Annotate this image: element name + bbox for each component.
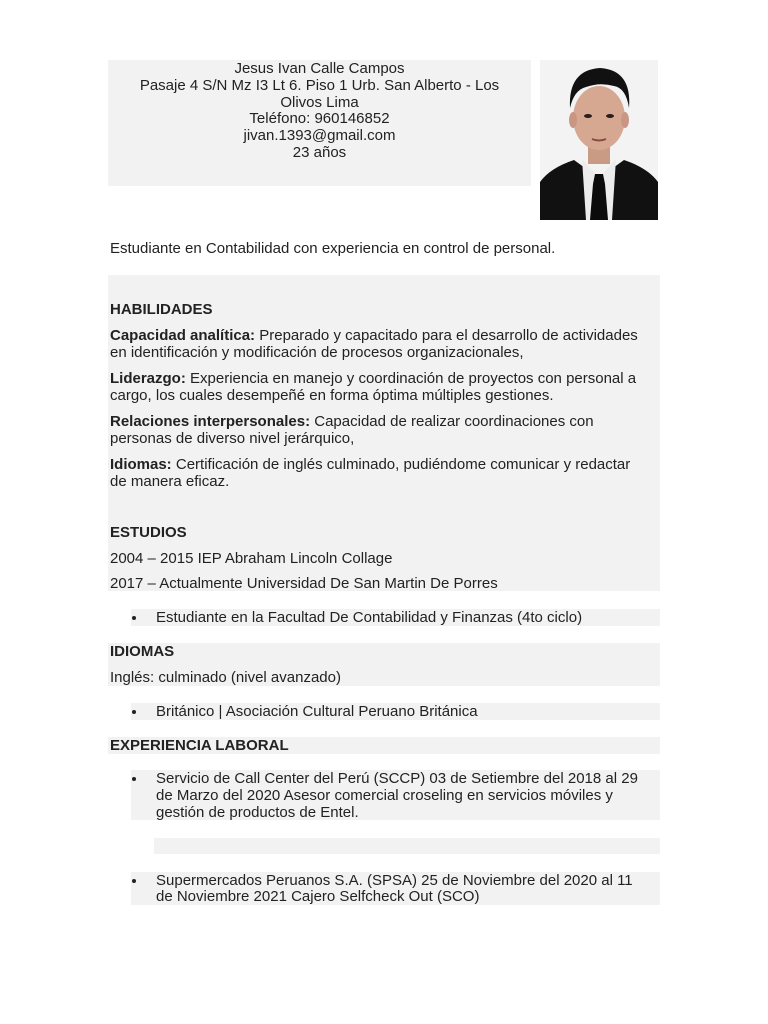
age: 23 años bbox=[292, 144, 347, 161]
job-2-line: de Noviembre 2021 Cajero Selfcheck Out (SCO) bbox=[156, 888, 480, 905]
portrait-photo bbox=[540, 60, 658, 220]
address-line-1: Pasaje 4 S/N Mz I3 Lt 6. Piso 1 Urb. San Alberto - Los bbox=[139, 77, 500, 94]
skill-relations-line1 bbox=[110, 413, 594, 430]
skills-heading: HABILIDADES bbox=[110, 301, 213, 318]
skill-label: Idiomas: bbox=[110, 456, 172, 473]
phone: Teléfono: 960146852 bbox=[249, 110, 390, 127]
skill-leadership-line2: cargo, los cuales desempeñé en forma óptima múltiples gestiones. bbox=[110, 387, 554, 404]
studies-line: 2017 – Actualmente Universidad De San Martin De Porres bbox=[110, 575, 498, 592]
skill-languages-line2: de manera eficaz. bbox=[110, 473, 230, 490]
empty-bullet-bg bbox=[154, 838, 660, 854]
address-line-2: Olivos Lima bbox=[280, 94, 359, 111]
languages-heading: IDIOMAS bbox=[110, 643, 175, 660]
job-1-line: gestión de productos de Entel. bbox=[156, 804, 359, 821]
languages-bullet: Británico | Asociación Cultural Peruano Británica bbox=[156, 703, 478, 720]
job-1-line: Servicio de Call Center del Perú (SCCP) 03 de Setiembre del 2018 al 29 bbox=[156, 770, 638, 787]
skill-relations-line2: personas de diverso nivel jerárquico, bbox=[110, 430, 355, 447]
skill-label: Capacidad analítica: bbox=[110, 327, 256, 344]
bullet-icon bbox=[132, 710, 136, 714]
skill-analytical-line2: en identificación y modificación de procesos organizacionales, bbox=[110, 344, 524, 361]
skill-text: Capacidad de realizar coordinaciones con bbox=[310, 413, 594, 430]
job-1-line: de Marzo del 2020 Asesor comercial croseling en servicios móviles y bbox=[156, 787, 613, 804]
studies-line: 2004 – 2015 IEP Abraham Lincoln Collage bbox=[110, 550, 393, 567]
studies-bullet: Estudiante en la Facultad De Contabilidad y Finanzas (4to ciclo) bbox=[156, 609, 583, 626]
experience-heading: EXPERIENCIA LABORAL bbox=[110, 737, 289, 754]
candidate-name: Jesus Ivan Calle Campos bbox=[234, 60, 405, 77]
summary: Estudiante en Contabilidad con experiencia en control de personal. bbox=[110, 240, 556, 257]
email: jivan.1393@gmail.com bbox=[243, 127, 396, 144]
studies-heading: ESTUDIOS bbox=[110, 524, 187, 541]
skill-languages-line1 bbox=[110, 456, 630, 473]
skill-text: Experiencia en manejo y coordinación de proyectos con personal a bbox=[185, 370, 637, 387]
skill-label: Relaciones interpersonales: bbox=[110, 413, 311, 430]
bullet-icon bbox=[132, 616, 136, 620]
bullet-icon bbox=[132, 879, 136, 883]
bullet-icon bbox=[132, 777, 136, 781]
skill-text: Certificación de inglés culminado, pudiéndome comunicar y redactar bbox=[171, 456, 631, 473]
languages-line: Inglés: culminado (nivel avanzado) bbox=[110, 669, 341, 686]
skill-label: Liderazgo: bbox=[110, 370, 186, 387]
skill-leadership-line1 bbox=[110, 370, 636, 387]
skill-analytical-line1 bbox=[110, 327, 638, 344]
portrait-icon bbox=[540, 60, 658, 220]
job-2-line: Supermercados Peruanos S.A. (SPSA) 25 de Noviembre del 2020 al 11 bbox=[156, 872, 633, 889]
skill-text: Preparado y capacitado para el desarrollo de actividades bbox=[255, 327, 638, 344]
